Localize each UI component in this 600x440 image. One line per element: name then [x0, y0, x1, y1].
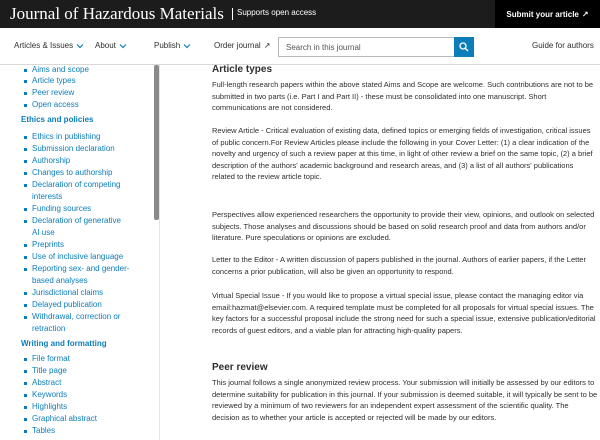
sidebar-link[interactable]: retraction	[32, 324, 66, 333]
sidebar-heading-writing[interactable]: Writing and formatting	[21, 339, 107, 348]
sidebar-link[interactable]: Aims and scope	[32, 65, 89, 74]
list-bullet-icon	[24, 172, 27, 175]
list-bullet-icon	[24, 394, 27, 397]
chevron-down-icon	[119, 43, 127, 49]
review-article-paragraph: Review Article - Critical evaluation of existing data, defined topics or emerging fields of investigation, critical issues of public concern.For Review Articles please include the following in your Cover Letter: (1) a clear indication of the novelty and urgency of such a review paper at this time, in light of other review a brief on the same topic, (2) a brief description of the authors' academic background and research areas, and (3) a list of all authors' publications related to the review article topic.	[212, 126, 593, 181]
sidebar-link[interactable]: Authorship	[32, 156, 71, 165]
sidebar-link[interactable]: Preprints	[32, 240, 65, 249]
sidebar-link[interactable]: Changes to authorship	[32, 168, 113, 177]
list-bullet-icon	[24, 136, 27, 139]
sidebar-link[interactable]: Graphical abstract	[32, 414, 97, 423]
chevron-down-icon	[183, 43, 191, 49]
submit-article-button[interactable]	[495, 0, 600, 28]
list-bullet-icon	[24, 184, 27, 187]
sidebar-link[interactable]: Declaration of competing	[32, 180, 121, 189]
external-link-icon: ↗	[581, 9, 589, 19]
perspectives-paragraph: Perspectives allow experienced researchers the opportunity to provide their view, opinions, and outlook on selected subjects. Those analyses and discussions should be based on solid research proof and data from authors and/or literature. Pure speculations or opinions are excluded.	[212, 210, 595, 242]
list-bullet-icon	[24, 160, 27, 163]
top-bar	[0, 0, 600, 28]
virtual-special-issue-paragraph: Virtual Special Issue - If you would like to propose a virtual special issue, please contact the managing editor via email:hazmat@elsevier.com. A required template must be completed for all proposals for virtual special issues. The key factors for a successful proposal include the strong need for such a special issue, extensive publication/editorial records of guest editors, and a viable plan for attracting high-quality papers.	[212, 291, 596, 335]
list-bullet-icon	[24, 370, 27, 373]
external-link-icon: ↗	[263, 41, 271, 50]
nav-articles-label: Articles & Issues	[14, 41, 74, 50]
search-input[interactable]	[278, 37, 474, 57]
sidebar-scrollbar-thumb[interactable]	[154, 65, 159, 220]
list-bullet-icon	[24, 148, 27, 151]
nav-bar	[0, 28, 600, 65]
peer-review-heading: Peer review	[212, 362, 268, 373]
list-bullet-icon	[24, 208, 27, 211]
list-bullet-icon	[24, 418, 27, 421]
list-bullet-icon	[24, 304, 27, 307]
sidebar-link[interactable]: Delayed publication	[32, 300, 102, 309]
search-button[interactable]	[454, 37, 474, 57]
list-bullet-icon	[24, 268, 27, 271]
article-types-intro: Full-length research papers within the above stated Aims and Scope are welcome. Such contributions are not to be submitted in two parts (i.e. Part I and Part II) - these must be consolidated into one manuscript. Short communications are not considered.	[212, 80, 594, 112]
sidebar-heading-ethics[interactable]: Ethics and policies	[21, 115, 94, 124]
sidebar-link[interactable]: AI use	[32, 228, 55, 237]
list-bullet-icon	[24, 69, 27, 72]
sidebar-link[interactable]: Open access	[32, 100, 79, 109]
sidebar-link[interactable]: interests	[32, 192, 63, 201]
letter-to-editor-paragraph: Letter to the Editor - A written discussion of papers published in the journal. Authors of earlier papers, if the Letter concerns a prior publication, will also be given an opportunity to respond.	[212, 255, 586, 276]
sidebar-link[interactable]: Reporting sex- and gender-	[32, 264, 130, 273]
sidebar-link[interactable]: Withdrawal, correction or	[32, 312, 121, 321]
sidebar-link[interactable]: Use of inclusive language	[32, 252, 124, 261]
list-bullet-icon	[24, 406, 27, 409]
sidebar-link[interactable]: Declaration of generative	[32, 216, 121, 225]
list-bullet-icon	[24, 358, 27, 361]
list-bullet-icon	[24, 382, 27, 385]
open-access-label[interactable]: Supports open access	[237, 8, 317, 17]
sidebar-link[interactable]: Article types	[32, 76, 76, 85]
sidebar-scrollbar-track[interactable]	[159, 65, 160, 440]
sidebar-link[interactable]: Abstract	[32, 378, 62, 387]
list-bullet-icon	[24, 244, 27, 247]
list-bullet-icon	[24, 80, 27, 83]
sidebar-link[interactable]: Title page	[32, 366, 67, 375]
nav-publish[interactable]	[154, 41, 191, 50]
sidebar-link[interactable]: Jurisdictional claims	[32, 288, 104, 297]
sidebar-link[interactable]: Highlights	[32, 402, 68, 411]
list-bullet-icon	[24, 430, 27, 433]
list-bullet-icon	[24, 104, 27, 107]
sidebar-link[interactable]: Peer review	[32, 88, 75, 97]
nav-order-label: Order journal	[214, 41, 261, 50]
peer-review-paragraph: This journal follows a single anonymized review process. Your submission will initially be assessed by our editors to determine suitability for publication in this journal. If your submission is deemed suitable, it will typically be sent to be reviewed by a minimum of two reviewers for an independent expert assessment of the scientific quality. The decision as to whether your article is accepted or rejected will be made by our editors.	[212, 378, 598, 422]
list-bullet-icon	[24, 220, 27, 223]
nav-guide-for-authors[interactable]	[532, 41, 594, 50]
title-separator	[232, 8, 233, 20]
nav-about-label: About	[95, 41, 116, 50]
nav-publish-label: Publish	[154, 41, 181, 50]
chevron-down-icon	[76, 43, 84, 49]
list-bullet-icon	[24, 292, 27, 295]
sidebar-link[interactable]: based analyses	[32, 276, 88, 285]
list-bullet-icon	[24, 92, 27, 95]
sidebar-link[interactable]: Funding sources	[32, 204, 92, 213]
sidebar-link[interactable]: File format	[32, 354, 70, 363]
nav-order-journal[interactable]	[214, 41, 270, 50]
search-icon	[459, 42, 469, 52]
article-types-heading: Article types	[212, 64, 273, 75]
sidebar	[0, 65, 160, 440]
nav-articles-issues[interactable]	[14, 41, 84, 50]
sidebar-link[interactable]: Keywords	[32, 390, 68, 399]
nav-guide-label: Guide for authors	[532, 41, 594, 50]
list-bullet-icon	[24, 256, 27, 259]
nav-about[interactable]	[95, 41, 127, 50]
journal-title[interactable]: Journal of Hazardous Materials	[10, 4, 224, 23]
sidebar-link[interactable]: Ethics in publishing	[32, 132, 101, 141]
sidebar-link[interactable]: Submission declaration	[32, 144, 115, 153]
submit-article-label: Submit your article	[506, 9, 579, 19]
list-bullet-icon	[24, 316, 27, 319]
sidebar-link[interactable]: Tables	[32, 426, 56, 435]
